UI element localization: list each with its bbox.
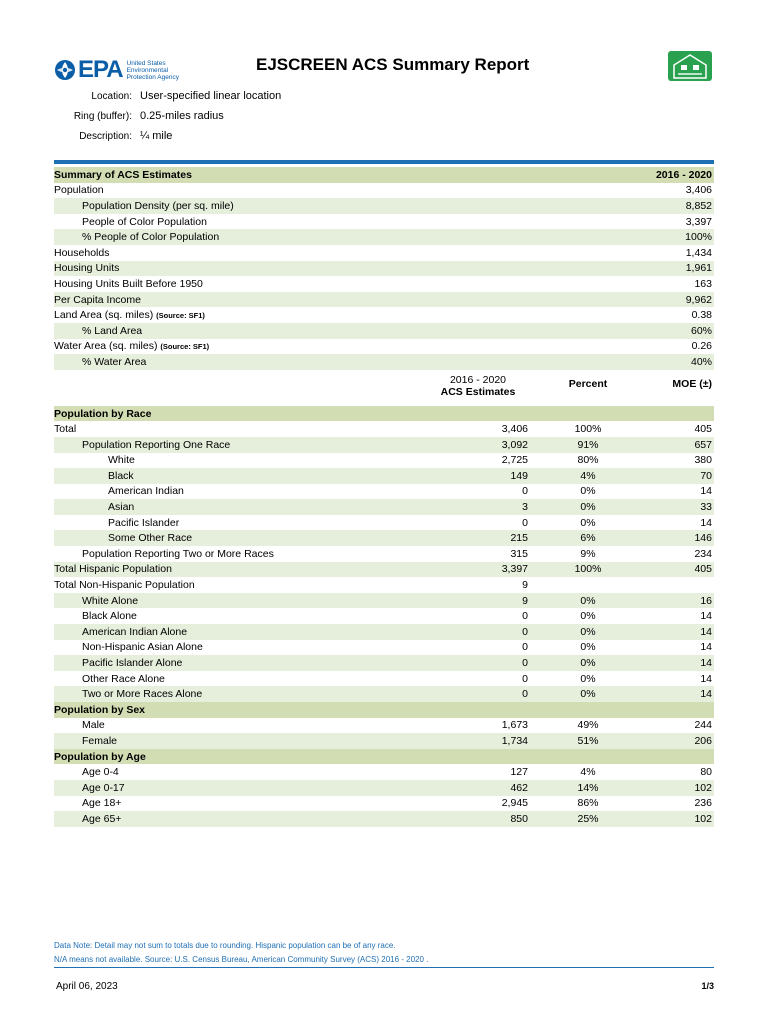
section-title: Population by Age	[54, 750, 146, 763]
estimate-value: 9	[522, 579, 528, 592]
percent-value: 25%	[577, 812, 599, 825]
report-meta	[54, 86, 281, 146]
table-row	[54, 764, 714, 780]
meta-description	[54, 126, 281, 146]
row-value: 60%	[690, 324, 712, 337]
estimate-value: 3	[522, 501, 528, 514]
moe-value: 146	[694, 532, 712, 545]
row-label	[54, 294, 714, 306]
table-row	[54, 421, 714, 437]
section-header	[54, 749, 714, 765]
percent-value: 14%	[577, 781, 599, 794]
row-label: Population Reporting One Race	[82, 438, 231, 451]
col-estimates	[428, 374, 528, 398]
agency-name: United States Environmental Protection Agency	[126, 59, 179, 81]
estimate-value: 315	[510, 547, 528, 560]
table-row	[54, 515, 714, 531]
row-label: Total Non-Hispanic Population	[54, 579, 195, 592]
row-label: Other Race Alone	[82, 672, 165, 685]
moe-value: 102	[694, 781, 712, 794]
row-label-text: Water Area (sq. miles)	[54, 340, 158, 353]
percent-value: 0%	[580, 594, 596, 607]
table-row	[54, 577, 714, 593]
table-row	[54, 796, 714, 812]
estimate-value: 3,397	[501, 563, 528, 576]
moe-value: 14	[700, 610, 712, 623]
table-row	[54, 546, 714, 562]
moe-value: 14	[700, 688, 712, 701]
row-label-text: % Water Area	[82, 355, 147, 368]
row-label-text: % People of Color Population	[82, 231, 220, 244]
epa-wordmark: EPA	[78, 56, 123, 83]
table-row	[54, 562, 714, 578]
row-label-text: Housing Units	[54, 262, 120, 275]
row-label	[54, 200, 714, 212]
col-est-line1: 2016 - 2020	[449, 373, 507, 386]
moe-value: 16	[700, 594, 712, 607]
row-label: Age 0-4	[82, 766, 119, 779]
table-row	[54, 624, 714, 640]
row-value: 0.38	[691, 309, 712, 322]
table-row	[54, 655, 714, 671]
col-moe: MOE (±)	[672, 377, 712, 390]
row-label	[54, 184, 714, 196]
row-value: 8,852	[685, 199, 712, 212]
row-label: Age 65+	[82, 812, 122, 825]
percent-value: 0%	[580, 516, 596, 529]
row-label	[54, 247, 714, 259]
estimate-value: 0	[522, 672, 528, 685]
moe-value: 14	[700, 657, 712, 670]
source-note: (Source: SF1)	[160, 342, 210, 352]
row-label: White Alone	[82, 594, 139, 607]
row-label: Male	[82, 719, 105, 732]
row-value: 0.26	[691, 340, 712, 353]
table-row	[54, 323, 714, 339]
estimate-value: 1,734	[501, 734, 528, 747]
moe-value: 244	[694, 719, 712, 732]
row-label-text: Population Density (per sq. mile)	[82, 199, 234, 212]
percent-value: 86%	[577, 797, 599, 810]
estimate-value: 3,092	[501, 438, 528, 451]
meta-value: User-specified linear location	[140, 90, 282, 102]
row-label	[54, 216, 714, 228]
meta-location	[54, 86, 281, 106]
moe-value: 405	[694, 563, 712, 576]
summary-table	[54, 167, 714, 827]
moe-value: 14	[700, 485, 712, 498]
moe-value: 14	[700, 672, 712, 685]
section-header	[54, 406, 714, 422]
table-row	[54, 261, 714, 277]
estimate-value: 2,945	[501, 797, 528, 810]
col-percent: Percent	[568, 377, 608, 390]
moe-value: 380	[694, 454, 712, 467]
row-label-text: % Land Area	[82, 324, 143, 337]
table-row	[54, 593, 714, 609]
percent-value: 6%	[580, 532, 596, 545]
table-row	[54, 229, 714, 245]
row-value: 100%	[685, 231, 712, 244]
table-row	[54, 245, 714, 261]
percent-value: 4%	[580, 766, 596, 779]
table-row	[54, 484, 714, 500]
table-row	[54, 468, 714, 484]
summary-header	[54, 167, 714, 183]
row-label: Age 18+	[82, 797, 122, 810]
estimate-value: 0	[522, 688, 528, 701]
house-icon	[668, 51, 712, 81]
ejscreen-badge-icon	[668, 51, 712, 81]
percent-value: 100%	[574, 423, 602, 436]
estimate-value: 0	[522, 641, 528, 654]
row-label	[54, 356, 714, 368]
percent-value: 0%	[580, 610, 596, 623]
page-title: EJSCREEN ACS Summary Report	[256, 55, 530, 74]
table-row	[54, 307, 714, 323]
page-number: 1/3	[701, 981, 714, 991]
table-row	[54, 437, 714, 453]
col-est-line2: ACS Estimates	[440, 385, 516, 398]
moe-value: 236	[694, 797, 712, 810]
note-line: Data Note: Detail may not sum to totals due to rounding. Hispanic population can be of any race.	[54, 941, 396, 950]
row-label-text: People of Color Population	[82, 215, 207, 228]
percent-value: 91%	[577, 438, 599, 451]
row-value: 163	[694, 277, 712, 290]
epa-logo	[54, 54, 199, 86]
section-header	[54, 702, 714, 718]
percent-value: 49%	[577, 719, 599, 732]
source-note: (Source: SF1)	[156, 311, 205, 321]
row-label: Total Hispanic Population	[54, 563, 172, 576]
estimate-value: 850	[510, 812, 528, 825]
estimate-value: 0	[522, 657, 528, 670]
row-value: 3,397	[685, 215, 712, 228]
estimate-value: 0	[522, 516, 528, 529]
report-header	[0, 0, 768, 160]
footer-divider	[54, 967, 714, 968]
row-label: American Indian Alone	[82, 625, 188, 638]
percent-value: 0%	[580, 641, 596, 654]
percent-value: 51%	[577, 734, 599, 747]
moe-value: 405	[694, 423, 712, 436]
note-line: N/A means not available. Source: U.S. Census Bureau, American Community Survey (ACS) 2016 - 2020 .	[54, 955, 429, 964]
estimate-value: 1,673	[501, 719, 528, 732]
percent-value: 0%	[580, 625, 596, 638]
meta-key: Ring (buffer):	[73, 110, 132, 122]
period-label: 2016 - 2020	[655, 168, 712, 181]
row-label: Asian	[108, 501, 135, 514]
percent-value: 0%	[580, 485, 596, 498]
moe-value: 657	[694, 438, 712, 451]
table-row	[54, 183, 714, 199]
row-label: Pacific Islander	[108, 516, 180, 529]
percent-value: 9%	[580, 547, 596, 560]
row-label	[54, 262, 714, 274]
row-value: 3,406	[685, 184, 712, 197]
table-row	[54, 718, 714, 734]
estimate-value: 127	[510, 766, 528, 779]
table-row	[54, 811, 714, 827]
table-row	[54, 339, 714, 355]
row-label: Female	[82, 734, 118, 747]
estimate-value: 3,406	[501, 423, 528, 436]
epa-flower-icon	[54, 59, 76, 81]
moe-value: 206	[694, 734, 712, 747]
row-label	[54, 231, 714, 243]
section-title: Summary of ACS Estimates	[54, 168, 192, 181]
table-row	[54, 499, 714, 515]
row-label-text: Households	[54, 246, 110, 259]
row-label: Age 0-17	[82, 781, 125, 794]
row-label: Black Alone	[82, 610, 137, 623]
row-label: Two or More Races Alone	[82, 688, 203, 701]
meta-key: Location:	[91, 90, 132, 102]
table-row	[54, 276, 714, 292]
meta-value: ¼ mile	[140, 130, 173, 142]
percent-value: 0%	[580, 657, 596, 670]
row-label: Population Reporting Two or More Races	[82, 547, 274, 560]
table-row	[54, 292, 714, 308]
percent-value: 100%	[574, 563, 602, 576]
moe-value: 14	[700, 641, 712, 654]
moe-value: 234	[694, 547, 712, 560]
row-value: 1,434	[685, 246, 712, 259]
percent-value: 0%	[580, 688, 596, 701]
row-label	[54, 278, 714, 290]
column-header	[54, 370, 714, 406]
estimate-value: 462	[510, 781, 528, 794]
moe-value: 70	[700, 469, 712, 482]
estimate-value: 0	[522, 485, 528, 498]
table-row	[54, 686, 714, 702]
estimate-value: 0	[522, 625, 528, 638]
table-row	[54, 354, 714, 370]
row-value: 40%	[690, 355, 712, 368]
table-row	[54, 671, 714, 687]
percent-value: 0%	[580, 672, 596, 685]
percent-value: 80%	[577, 454, 599, 467]
row-label: White	[108, 454, 135, 467]
row-label-text: Land Area (sq. miles)	[54, 309, 154, 322]
estimate-value: 2,725	[501, 454, 528, 467]
row-label	[54, 309, 714, 321]
table-row	[54, 530, 714, 546]
estimate-value: 9	[522, 594, 528, 607]
estimate-value: 149	[510, 469, 528, 482]
section-divider	[54, 160, 714, 164]
row-label: Some Other Race	[108, 532, 193, 545]
row-value: 9,962	[685, 293, 712, 306]
table-row	[54, 733, 714, 749]
section-title: Population by Race	[54, 407, 152, 420]
row-label: Pacific Islander Alone	[82, 657, 183, 670]
moe-value: 14	[700, 625, 712, 638]
row-label-text: Housing Units Built Before 1950	[54, 277, 203, 290]
moe-value: 14	[700, 516, 712, 529]
percent-value: 4%	[580, 469, 596, 482]
table-row	[54, 198, 714, 214]
table-row	[54, 453, 714, 469]
meta-key: Description:	[79, 130, 132, 142]
row-label-text: Per Capita Income	[54, 293, 141, 306]
row-label	[54, 325, 714, 337]
moe-value: 102	[694, 812, 712, 825]
row-label	[54, 340, 714, 352]
table-row	[54, 780, 714, 796]
data-note	[54, 939, 428, 967]
moe-value: 80	[700, 766, 712, 779]
table-row	[54, 608, 714, 624]
meta-value: 0.25-miles radius	[140, 110, 224, 122]
table-row	[54, 640, 714, 656]
percent-value: 0%	[580, 501, 596, 514]
section-title: Population by Sex	[54, 703, 146, 716]
estimate-value: 215	[510, 532, 528, 545]
meta-ring	[54, 106, 281, 126]
table-row	[54, 214, 714, 230]
row-value: 1,961	[685, 262, 712, 275]
row-label: Total	[54, 423, 77, 436]
row-label: Non-Hispanic Asian Alone	[82, 641, 203, 654]
row-label: Black	[108, 469, 134, 482]
moe-value: 33	[700, 501, 712, 514]
row-label-text: Population	[54, 184, 104, 197]
footer-date: April 06, 2023	[56, 981, 118, 992]
estimate-value: 0	[522, 610, 528, 623]
row-label: American Indian	[108, 485, 184, 498]
